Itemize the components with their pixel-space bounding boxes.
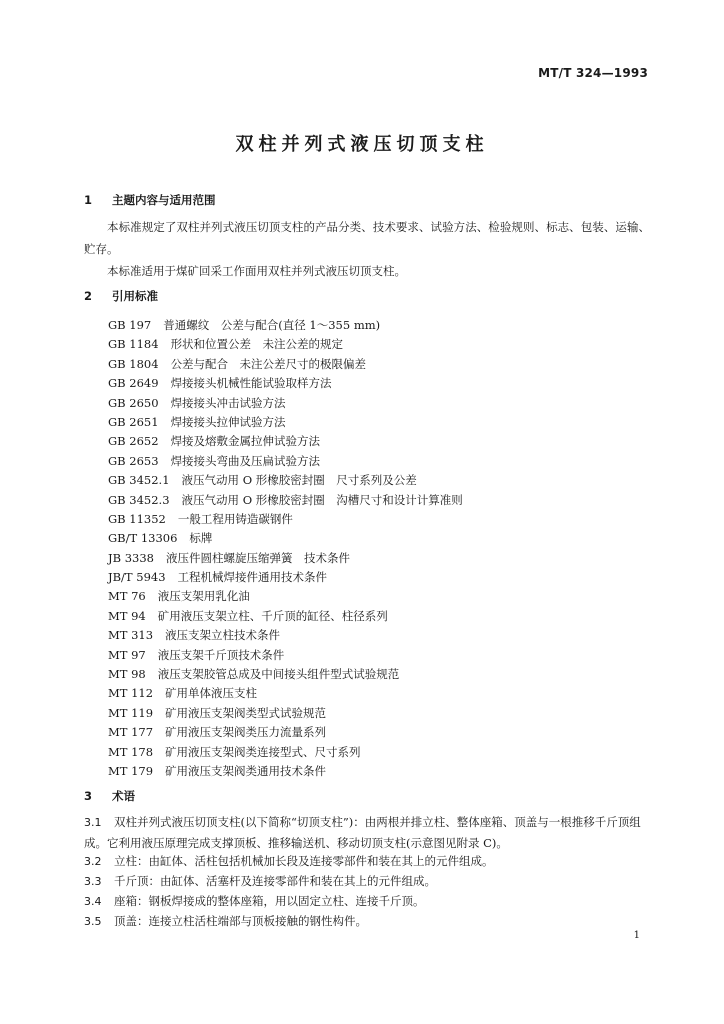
reference-title: 液压支架立柱技术条件 (165, 628, 281, 643)
section-number: 3 (84, 789, 93, 803)
reference-title: 焊接接头冲击试验方法 (170, 395, 286, 410)
reference-title: 液压支架胶管总成及中间接头组件型式试验规范 (157, 667, 400, 682)
section-title: 术语 (112, 789, 135, 803)
term-3-4 (84, 891, 650, 912)
reference-title: 工程机械焊接件通用技术条件 (177, 570, 328, 585)
reference-title: 矿用液压支架立柱、千斤顶的缸径、柱径系列 (157, 608, 388, 623)
section-1-paragraph-2 (84, 260, 650, 282)
reference-title: 矿用液压支架阀类压力流量系列 (165, 725, 327, 740)
reference-code: JB 3338 (108, 550, 154, 565)
reference-item (108, 549, 463, 568)
reference-code: GB 3452.3 (108, 492, 170, 507)
reference-code: GB 2652 (108, 434, 159, 449)
reference-title: 焊接及熔敷金属拉伸试验方法 (170, 434, 321, 449)
reference-item (108, 335, 463, 354)
reference-code: GB 197 (108, 318, 152, 332)
reference-item (108, 529, 463, 548)
reference-item (108, 626, 463, 645)
section-1-heading (84, 192, 216, 208)
reference-item (108, 394, 463, 413)
reference-item (108, 684, 463, 703)
reference-item (108, 355, 463, 374)
reference-code: MT 177 (108, 725, 154, 740)
reference-code: GB 2653 (108, 453, 159, 468)
section-1-paragraph-1 (84, 216, 650, 260)
reference-title: 液压件圆柱螺旋压缩弹簧 技术条件 (165, 550, 350, 565)
reference-title: 焊接接头拉伸试验方法 (170, 414, 286, 429)
reference-title: 一般工程用铸造碳钢件 (177, 511, 293, 526)
reference-title: 液压气动用 O 形橡胶密封圈 沟槽尺寸和设计计算准则 (181, 492, 463, 507)
reference-item (108, 704, 463, 723)
reference-code: GB 2650 (108, 395, 159, 410)
document-title: 双柱并列式液压切顶支柱 (235, 134, 489, 155)
reference-title: 矿用液压支架阀类型式试验规范 (165, 705, 327, 720)
reference-item (108, 316, 463, 335)
section-2-heading (84, 288, 158, 304)
reference-title: 液压气动用 O 形橡胶密封圈 尺寸系列及公差 (181, 473, 417, 488)
reference-item (108, 491, 463, 510)
reference-code: GB/T 13306 (108, 531, 178, 546)
reference-title: 液压支架用乳化油 (157, 589, 250, 604)
reference-title: 矿用液压支架阀类连接型式、尺寸系列 (165, 744, 361, 759)
term-text: 座箱：钢板焊接成的整体座箱，用以固定立柱、连接千斤顶。 (114, 894, 425, 908)
reference-item (108, 510, 463, 529)
reference-title: 焊接接头机械性能试验取样方法 (170, 376, 332, 391)
term-number: 3.2 (84, 855, 102, 868)
term-number: 3.5 (84, 915, 102, 928)
term-text: 千斤顶：由缸体、活塞杆及连接零部件和装在其上的元件组成。 (114, 874, 436, 888)
reference-item (108, 452, 463, 471)
reference-title: 矿用液压支架阀类通用技术条件 (165, 763, 327, 778)
reference-code: MT 179 (108, 763, 154, 778)
reference-code: MT 119 (108, 705, 154, 720)
term-3-3 (84, 871, 650, 892)
reference-code: MT 112 (108, 686, 154, 701)
term-3-1 (84, 812, 650, 853)
reference-item (108, 587, 463, 606)
reference-item (108, 413, 463, 432)
section-number: 2 (84, 289, 93, 303)
term-text: 双柱并列式液压切顶支柱(以下简称“切顶支柱”)：由两根并排立柱、整体座箱、顶盖与一根推移千斤顶组成。它利用液压原理完成支撑顶板、推移输送机、移动切顶支柱(示意图见附录 C)。 (84, 815, 641, 850)
reference-code: GB 1184 (108, 337, 159, 352)
section-title: 引用标准 (112, 289, 158, 303)
reference-title: 形状和位置公差 未注公差的规定 (170, 337, 344, 352)
reference-code: GB 3452.1 (108, 473, 170, 488)
section-3-heading (84, 788, 135, 804)
term-number: 3.3 (84, 875, 102, 888)
reference-item (108, 743, 463, 762)
term-number: 3.4 (84, 895, 102, 908)
term-number: 3.1 (84, 816, 102, 829)
reference-code: MT 98 (108, 667, 146, 682)
reference-title: 矿用单体液压支柱 (165, 686, 258, 701)
reference-title: 焊接接头弯曲及压扁试验方法 (170, 453, 321, 468)
reference-title: 标牌 (189, 531, 213, 546)
section-title: 主题内容与适用范围 (112, 193, 216, 207)
reference-code: MT 94 (108, 608, 146, 623)
reference-title: 普通螺纹 公差与配合(直径 1～355 mm) (163, 318, 381, 332)
reference-item (108, 432, 463, 451)
reference-code: MT 97 (108, 647, 146, 662)
paragraph-text: 本标准适用于煤矿回采工作面用双柱并列式液压切顶支柱。 (107, 264, 406, 278)
reference-code: GB 2651 (108, 414, 159, 429)
term-3-2 (84, 851, 650, 872)
term-3-5 (84, 911, 650, 932)
reference-code: MT 178 (108, 744, 154, 759)
page-number: 1 (633, 930, 640, 941)
reference-item (108, 762, 463, 781)
reference-item (108, 607, 463, 626)
reference-title: 液压支架千斤顶技术条件 (157, 647, 285, 662)
reference-code: GB 1804 (108, 356, 159, 371)
standard-code: MT/T 324—1993 (538, 66, 648, 80)
reference-item (108, 568, 463, 587)
term-text: 立柱：由缸体、活柱包括机械加长段及连接零部件和装在其上的元件组成。 (114, 854, 494, 868)
reference-code: MT 313 (108, 628, 154, 643)
section-number: 1 (84, 193, 93, 207)
reference-item (108, 665, 463, 684)
term-text: 顶盖：连接立柱活柱端部与顶板接触的钢性构件。 (114, 914, 367, 928)
reference-code: JB/T 5943 (108, 570, 166, 585)
reference-item (108, 374, 463, 393)
paragraph-text: 本标准规定了双柱并列式液压切顶支柱的产品分类、技术要求、试验方法、检验规则、标志、包装、运输、贮存。 (84, 220, 650, 256)
reference-code: GB 2649 (108, 376, 159, 391)
reference-code: MT 76 (108, 589, 146, 604)
reference-item (108, 471, 463, 490)
reference-code: GB 11352 (108, 511, 166, 526)
reference-item (108, 646, 463, 665)
reference-item (108, 723, 463, 742)
reference-title: 公差与配合 未注公差尺寸的极限偏差 (170, 356, 367, 371)
reference-list (108, 316, 463, 781)
